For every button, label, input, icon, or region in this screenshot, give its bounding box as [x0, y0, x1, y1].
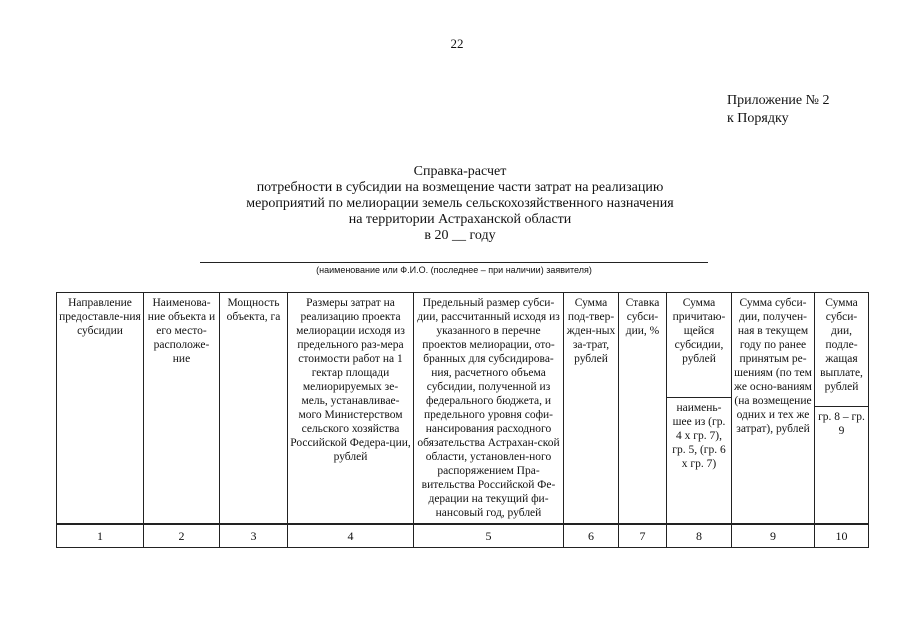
subsidy-calculation-table — [56, 292, 869, 548]
header-cell-10-formula: гр. 8 – гр. 9 — [818, 411, 865, 437]
header-cell-10-title: Сумма субси-дии, подле-жащая выплате, рублей — [815, 293, 868, 407]
header-cell-9: Сумма субси-дии, получен-ная в текущем году по ранее принятым ре-шениям (по тем же осно-ваниям (на возмещение одних и тех же затрат), рублей — [732, 293, 815, 525]
column-number-8: 8 — [667, 524, 732, 548]
column-number-4: 4 — [288, 524, 414, 548]
title-line-2: потребности в субсидии на возмещение части затрат на реализацию — [256, 180, 664, 195]
header-cell-10 — [815, 293, 869, 525]
appendix-line-2: к Порядку — [727, 111, 789, 126]
column-number-7: 7 — [619, 524, 667, 548]
title-line-5: в 20 __ году — [424, 228, 496, 243]
header-cell-5: Предельный размер субси-дии, рассчитанный исходя из указанного в перечне проектов мелиорации, ото-бранных для субсидирова-ния, расчетного объема субсидии, полученной из федерального бюджета, и предельного уровня софи-нансирования расходного обязательства Астрахан-ской области, установлен-ного распоряжением Пра-вительства Российской Фе-дерации на текущий фи-нансовый год, рублей — [414, 293, 564, 525]
appendix-reference — [727, 92, 830, 128]
column-number-3: 3 — [220, 524, 288, 548]
document-title — [180, 164, 740, 244]
header-cell-7: Ставка субси-дии, % — [619, 293, 667, 525]
appendix-line-1: Приложение № 2 — [727, 93, 830, 108]
header-cell-6: Сумма под-твер-жден-ных за-трат, рублей — [564, 293, 619, 525]
title-line-1: Справка-расчет — [413, 164, 507, 179]
column-number-5: 5 — [414, 524, 564, 548]
column-number-1: 1 — [57, 524, 144, 548]
column-number-6: 6 — [564, 524, 619, 548]
table-row-column-numbers — [57, 524, 869, 548]
header-cell-1: Направление предоставле-ния субсидии — [57, 293, 144, 525]
applicant-caption: (наименование или Ф.И.О. (последнее – при наличии) заявителя) — [316, 265, 592, 275]
header-cell-8 — [667, 293, 732, 525]
column-number-9: 9 — [732, 524, 815, 548]
page-number: 22 — [450, 36, 464, 51]
column-number-2: 2 — [144, 524, 220, 548]
header-cell-2: Наименова-ние объекта и его место-расположе-ние — [144, 293, 220, 525]
header-cell-8-formula: наимень-шее из (гр. 4 х гр. 7), гр. 5, (гр. 6 х гр. 7) — [672, 402, 726, 470]
table-header-row — [57, 293, 869, 525]
header-cell-4: Размеры затрат на реализацию проекта мелиорации исходя из предельного раз-мера стоимости работ на 1 гектар площади мелиорируемых зе-мель, устанавливае-мого Министерством сельского хозяйства Российской Федера-ции, рублей — [288, 293, 414, 525]
header-cell-8-title: Сумма причитаю-щейся субсидии, рублей — [667, 293, 731, 398]
applicant-name-line — [200, 262, 708, 263]
header-cell-3: Мощность объекта, га — [220, 293, 288, 525]
column-number-10: 10 — [815, 524, 869, 548]
title-line-4: на территории Астраханской области — [348, 212, 572, 227]
title-line-3: мероприятий по мелиорации земель сельскохозяйственного назначения — [246, 196, 674, 211]
